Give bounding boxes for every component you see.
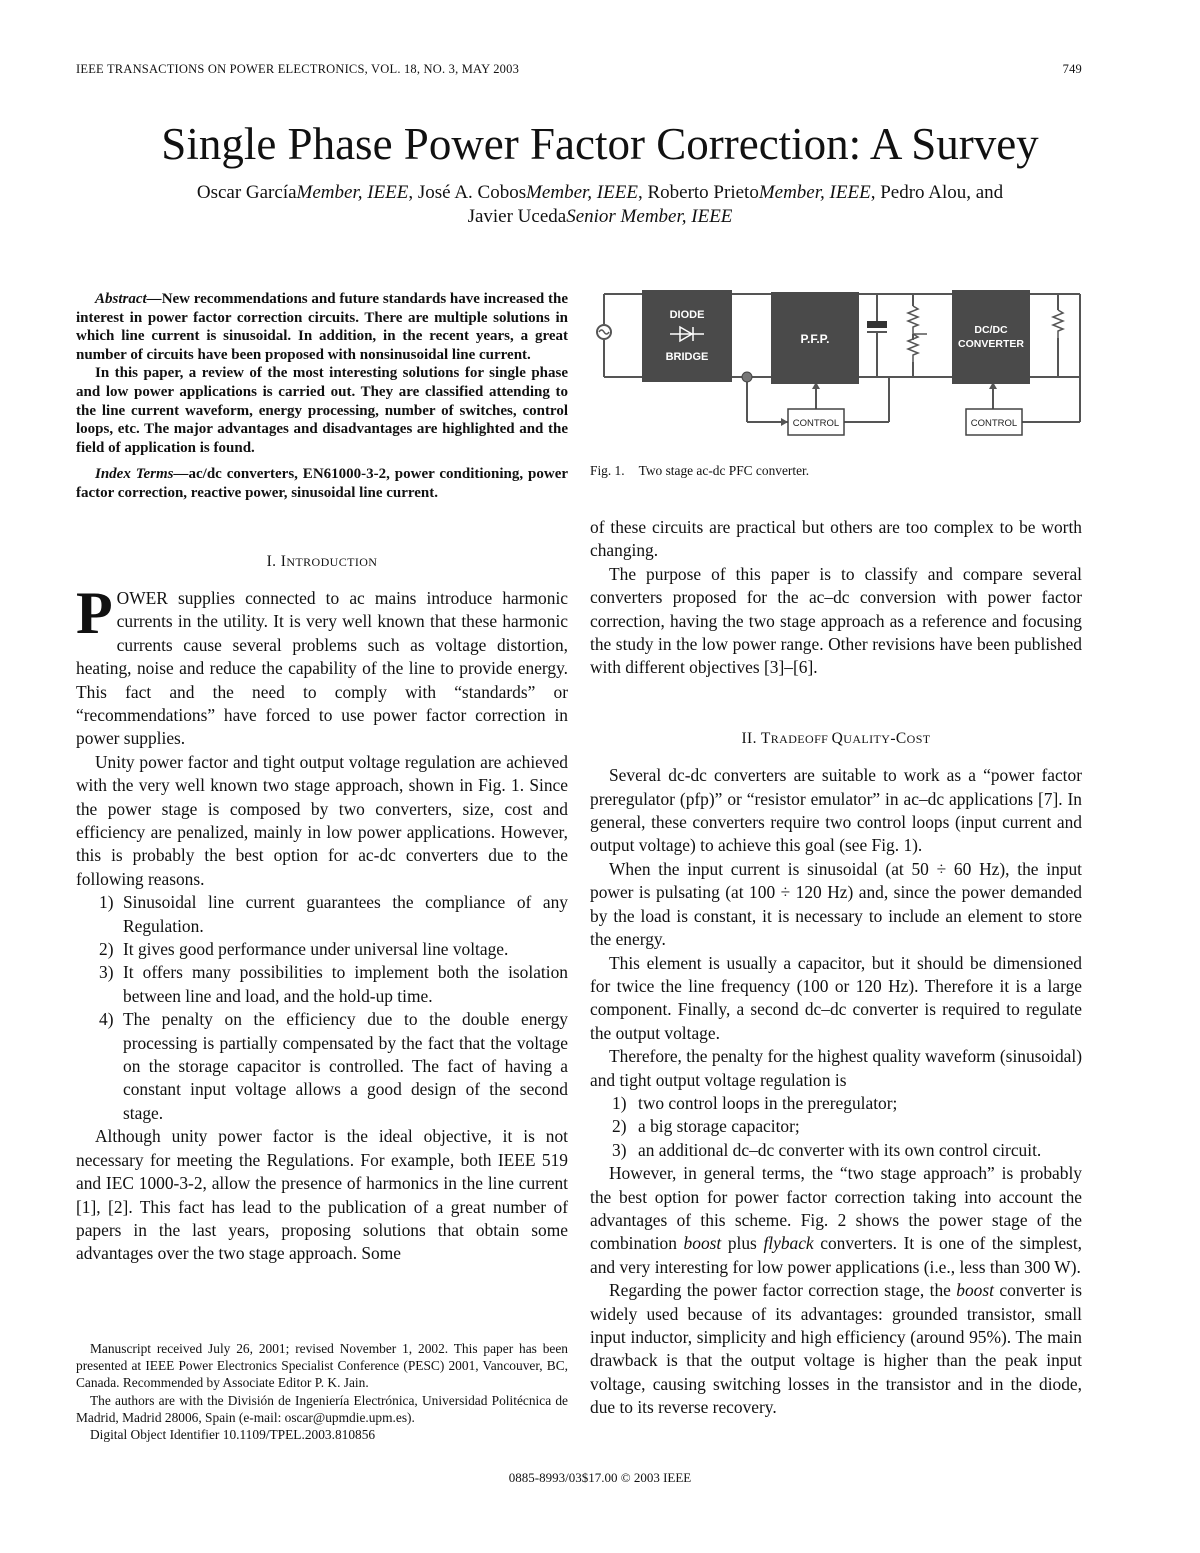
abstract-label: Abstract— (95, 291, 162, 307)
journal-name: IEEE TRANSACTIONS ON POWER ELECTRONICS, VOL. 18, NO. 3, MAY 2003 (76, 62, 520, 76)
intro-paragraph-3: Although unity power factor is the ideal objective, it is not necessary for meeting the Regulations. For example, both IEEE 519 and IEC 1000-3-2, allow the presence of harmonics in the line current [1], [2]. This fact has lead to the publication of a great number of papers in the last years, proposing solutions that obtain some advantages over the two stage approach. Some (76, 1126, 568, 1264)
tradeoff-paragraph-6: Regarding the power factor correction stage, the boost converter is widely used because of its advantages: grounded transistor, small input inductor, simplicity and high efficiency (around 95%). The main drawback is that the output voltage is higher than the peak input voltage, causing switching losses in the transistor and in the diode, due to its reverse recovery. (590, 1280, 1082, 1418)
footnote-doi: Digital Object Identifier 10.1109/TPEL.2003.810856 (90, 1427, 376, 1443)
tradeoff-paragraph-5: However, in general terms, the “two stage approach” is probably the best option for power factor correction taking into account the advantages of this scheme. Fig. 2 shows the power stage of the combination boost plus flyback converters. It is one of the simplest, and very interesting for low power applications (i.e., less than 300 W). (590, 1163, 1083, 1277)
intro-paragraph-4: The purpose of this paper is to classify and compare several converters proposed for the ac–dc conversion with power factor correction, having the two stage approach as a reference and focusing the study in the low power range. Other revisions have been published with different objectives [3]–[6]. (590, 563, 1082, 678)
list-item: 1) Sinusoidal line current guarantees the compliance of any Regulation. (99, 892, 568, 936)
dcdc-converter-block (952, 290, 1030, 384)
intro-paragraph-2: Unity power factor and tight output voltage regulation are achieved with the very well known two stage approach, shown in Fig. 1. Since the power stage is composed by two converters, size, cost and efficiency are penalized, mainly in low power applications. However, this is probably the best option for ac-dc converters due to the following reasons. (76, 751, 568, 889)
author-sep: , (408, 182, 418, 203)
copyright-line: 0885-8993/03$17.00 © 2003 IEEE (508, 1470, 692, 1485)
drop-cap: P (76, 579, 113, 646)
pfp-label: P.F.P. (800, 332, 830, 346)
intro-paragraph-3-continued: of these circuits are practical but others are too complex to be worth changing. (590, 517, 1082, 561)
intro-paragraph-1: POWER supplies connected to ac mains introduce harmonic currents in the utility. It is very well known that these harmonic currents cause several problems such as voltage distortion, heating, noise and reduce the capability of the line to provide energy. This fact and the need to comply with “standards” or “recommendations” have forced to use power factor correction in power supplies. (76, 579, 568, 749)
storage-capacitor-icon (867, 321, 887, 328)
dcdc-label-bottom: CONVERTER (958, 338, 1024, 350)
author-name: Oscar García (196, 182, 297, 203)
page-number: 749 (1062, 62, 1082, 76)
figure-1-diagram (590, 282, 1090, 452)
diode-bridge-label-bottom: BRIDGE (665, 351, 709, 363)
sense-node (742, 372, 752, 382)
author-role: Member, IEEE (526, 182, 638, 203)
figure-label: Fig. 1. (590, 463, 625, 478)
left-column (76, 290, 568, 1266)
reasons-list (76, 891, 568, 1125)
tradeoff-paragraph-4: Therefore, the penalty for the highest quality waveform (sinusoidal) and tight output voltage regulation is (590, 1046, 1082, 1090)
author-name: Javier Uceda (467, 206, 567, 227)
running-head (76, 62, 1082, 77)
control-label-1: CONTROL (792, 418, 840, 429)
list-item: 3) It offers many possibilities to implement both the isolation between line and load, and the hold-up time. (99, 962, 568, 1006)
abstract-paragraph-2: In this paper, a review of the most interesting solutions for single phase and low power applications is carried out. They are classified attending to the line current waveform, energy processing, number of switches, control loops, etc. The major advantages and disadvantages are highlighted and the field of application is found. (76, 365, 568, 456)
author-role: Member, IEEE (296, 182, 409, 203)
list-item: 2) It gives good performance under universal line voltage. (99, 939, 509, 960)
load-resistor-icon (1053, 310, 1063, 338)
section-heading-tradeoff: II. TRADEOFF QUALITY-COST (741, 729, 931, 747)
footnote-affiliation: The authors are with the División de Ingeniería Electrónica, Universidad Politécnica de Madrid, Madrid 28006, Spain (e-mail: oscar@upmdie.upm.es). (76, 1392, 568, 1425)
section-heading-introduction: I. INTRODUCTION (266, 552, 378, 570)
right-column (590, 516, 1082, 1420)
author-name: José A. Cobos (417, 182, 527, 203)
author-name: Roberto Prieto (647, 182, 759, 203)
list-item: 2) a big storage capacitor; (612, 1116, 800, 1137)
penalty-list (590, 1092, 1082, 1162)
author-sep: , (637, 182, 648, 203)
list-item: 1) two control loops in the preregulator; (612, 1092, 898, 1113)
arrow-right-control (781, 418, 788, 426)
tradeoff-paragraph-3: This element is usually a capacitor, but it should be dimensioned for twice the line frequency (100 or 120 Hz). Therefore it is a large component. Finally, a second dc–dc converter is required to regulate the output voltage. (590, 952, 1082, 1043)
list-item: 3) an additional dc–dc converter with its own control circuit. (612, 1139, 1042, 1160)
figure-1-caption (590, 463, 809, 479)
dcdc-label-top: DC/DC (974, 324, 1008, 336)
index-terms: ac/dc converters, EN61000-3-2, power conditioning, power factor correction, reactive power, sinusoidal line current. (76, 466, 569, 501)
abstract-paragraph-1: New recommendations and future standards have increased the interest in power factor correction circuits. There are multiple solutions in which line current is sinusoidal. In addition, in the recent years, a great number of circuits have been proposed with nonsinusoidal line current. (76, 291, 568, 363)
tradeoff-paragraph-2: When the input current is sinusoidal (at 50 ÷ 60 Hz), the input power is pulsating (at 100 ÷ 120 Hz) and, since the power demanded by the load is constant, it is necessary to include an element to store the energy. (590, 858, 1082, 950)
list-item: 4) The penalty on the efficiency due to the double energy processing is partially compensated by the fact that the voltage on the storage capacitor is controlled. The fact of having a constant input voltage allows a good design of the second stage. (99, 1009, 568, 1123)
figure-caption-text: Two stage ac-dc PFC converter. (638, 463, 810, 478)
author-list (80, 181, 1120, 229)
index-terms-label: Index Terms— (95, 466, 189, 483)
divider-resistor-top-icon (908, 306, 918, 334)
footnote (76, 1340, 568, 1443)
diode-bridge-label-top: DIODE (669, 309, 705, 321)
tradeoff-paragraph-1: Several dc-dc converters are suitable to work as a “power factor preregulator (pfp)” or “resistor emulator” in ac–dc applications [7]. In general, these converters require two control loops (input current and output voltage) to achieve this goal (see Fig. 1). (590, 765, 1082, 856)
abstract (76, 290, 568, 503)
footnote-manuscript: Manuscript received July 26, 2001; revised November 1, 2002. This paper has been presented at IEEE Power Electronics Specialist Conference (PESC) 2001, Vancouver, BC, Canada. Recommended by Associate Editor P. K. Jain. (76, 1341, 568, 1391)
diode-bridge-block (642, 290, 732, 382)
divider-resistor-bottom-icon (908, 334, 918, 362)
author-role: Member, IEEE (758, 182, 871, 203)
control-label-2: CONTROL (970, 418, 1018, 429)
author-role: Senior Member, IEEE (566, 206, 733, 227)
paper-title: Single Phase Power Factor Correction: A Survey (161, 119, 1039, 169)
author-sep: , (870, 182, 881, 203)
author-name: Pedro Alou, and (880, 182, 1004, 203)
